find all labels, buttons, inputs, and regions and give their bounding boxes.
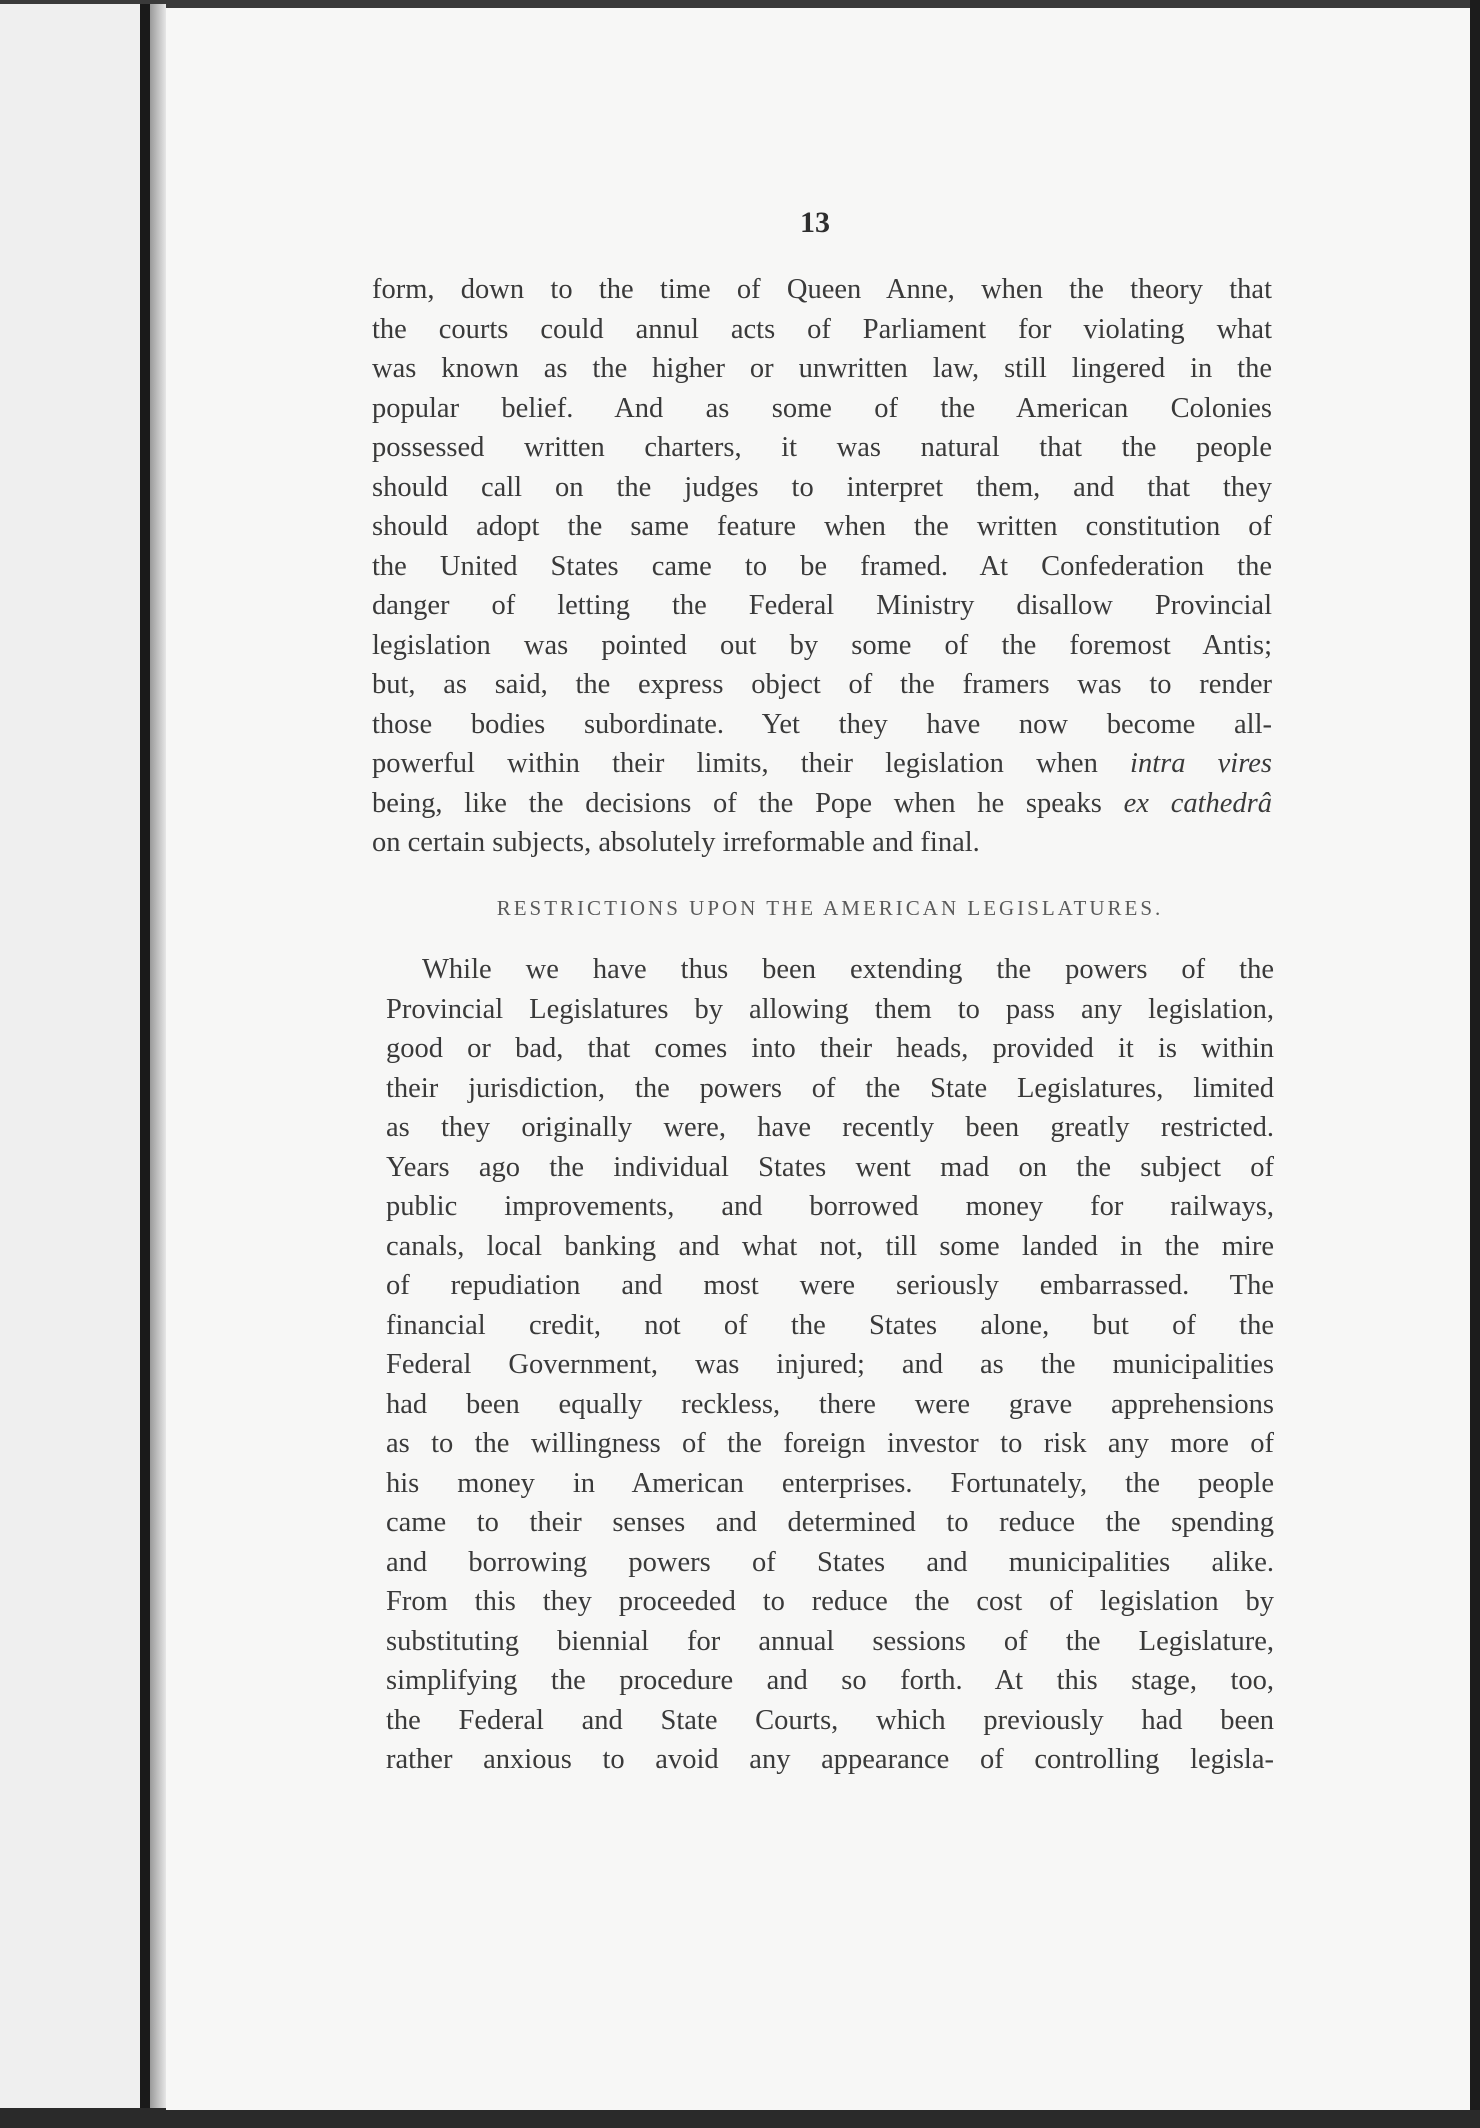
page-number: 13 xyxy=(800,206,830,239)
text-line: had been equally reckless, there were grave apprehensions xyxy=(386,1388,1274,1420)
text-line: should call on the judges to interpret them, and that they xyxy=(372,471,1272,503)
text-run: being, like the decisions of the Pope when he speaks xyxy=(372,787,1102,819)
text-line: and borrowing powers of States and municipalities alike. xyxy=(386,1546,1274,1578)
text-line: the Federal and State Courts, which previously had been xyxy=(386,1704,1274,1736)
italic-phrase: intra vires xyxy=(1130,748,1272,779)
text-line: Years ago the individual States went mad on the subject of xyxy=(386,1151,1274,1183)
text-line: their jurisdiction, the powers of the State Legislatures, limited xyxy=(386,1072,1274,1104)
text-line: financial credit, not of the States alone, but of the xyxy=(386,1309,1274,1341)
text-line: rather anxious to avoid any appearance of controlling legisla- xyxy=(386,1744,1274,1775)
text-line: was known as the higher or unwritten law, still lingered in the xyxy=(372,353,1272,384)
text-line: but, as said, the express object of the framers was to render xyxy=(372,669,1272,700)
text-line: Federal Government, was injured; and as the municipalities xyxy=(386,1349,1274,1380)
page-gutter xyxy=(150,4,166,2108)
text-line: the United States came to be framed. At Confederation the xyxy=(372,550,1272,582)
text-line: From this they proceeded to reduce the cost of legislation by xyxy=(386,1586,1274,1617)
text-line: as to the willingness of the foreign investor to risk any more of xyxy=(386,1428,1274,1459)
text-line: of repudiation and most were seriously embarrassed. The xyxy=(386,1270,1274,1301)
italic-phrase: ex cathedrâ xyxy=(1123,787,1272,819)
text-line: should adopt the same feature when the written constitution of xyxy=(372,511,1272,542)
paragraph-1 xyxy=(372,270,1272,863)
text-line: simplifying the procedure and so forth. At this stage, too, xyxy=(386,1665,1274,1696)
text-line: came to their senses and determined to reduce the spending xyxy=(386,1507,1274,1538)
text-line: legislation was pointed out by some of the foremost Antis; xyxy=(372,629,1272,661)
paragraph-2 xyxy=(386,950,1274,1780)
section-heading: RESTRICTIONS UPON THE AMERICAN LEGISLATURES. xyxy=(496,896,1164,920)
book-spine-shadow xyxy=(140,4,150,2108)
text-line: Provincial Legislatures by allowing them to pass any legislation, xyxy=(386,993,1274,1025)
text-line-mixed xyxy=(372,784,1272,824)
text-line: form, down to the time of Queen Anne, when the theory that xyxy=(372,274,1272,305)
text-line: his money in American enterprises. Fortunately, the people xyxy=(386,1467,1274,1499)
text-line: danger of letting the Federal Ministry disallow Provincial xyxy=(372,590,1272,621)
text-line: canals, local banking and what not, till some landed in the mire xyxy=(386,1230,1274,1262)
text-line: on certain subjects, absolutely irreformable and final. xyxy=(372,827,980,858)
text-line: possessed written charters, it was natural that the people xyxy=(372,432,1272,463)
text-line: popular belief. And as some of the American Colonies xyxy=(372,392,1272,424)
text-line: substituting biennial for annual sessions of the Legislature, xyxy=(386,1625,1274,1657)
text-line: good or bad, that comes into their heads, provided it is within xyxy=(386,1033,1274,1064)
text-line: as they originally were, have recently been greatly restricted. xyxy=(386,1112,1274,1143)
scan-right-border xyxy=(1470,0,1480,2128)
scan-bottom-border xyxy=(0,2110,1480,2128)
text-line: public improvements, and borrowed money for railways, xyxy=(386,1191,1274,1222)
text-line-mixed xyxy=(372,744,1272,784)
text-line: the courts could annul acts of Parliament for violating what xyxy=(372,313,1272,345)
facing-page-edge xyxy=(0,4,146,2108)
text-run: powerful within their limits, their legislation when xyxy=(372,748,1098,779)
text-line: those bodies subordinate. Yet they have now become all- xyxy=(372,708,1272,740)
text-line: While we have thus been extending the powers of the xyxy=(422,954,1274,985)
